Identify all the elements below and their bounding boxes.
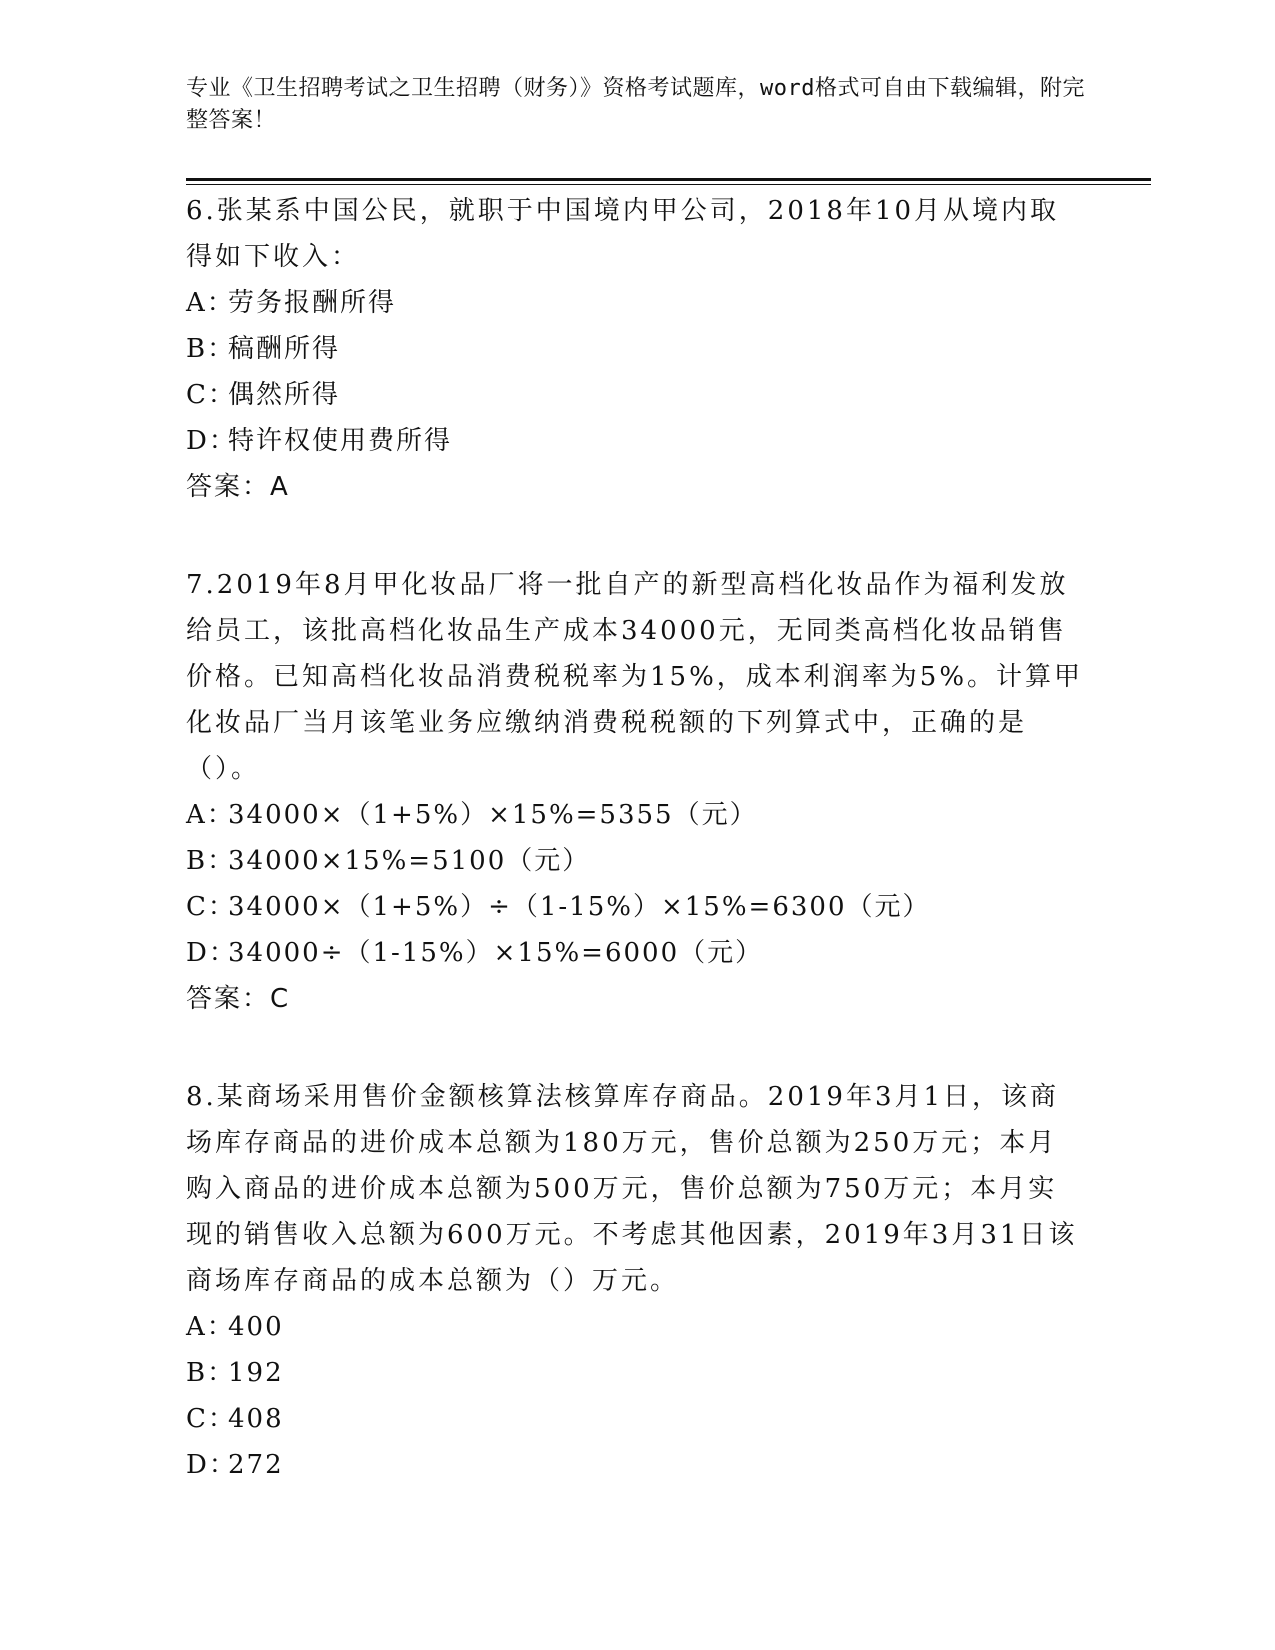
option-d bbox=[186, 1442, 1086, 1488]
question-stem: 6.张某系中国公民，就职于中国境内甲公司，2018年10月从境内取得如下收入： bbox=[186, 196, 1060, 272]
option-d bbox=[186, 930, 1086, 976]
header-divider-thin bbox=[186, 184, 1151, 185]
question-6 bbox=[186, 188, 1086, 510]
header-divider-thick bbox=[186, 178, 1151, 181]
answer-line: 答案：C bbox=[186, 984, 291, 1014]
option-key: A： bbox=[186, 288, 235, 318]
option-key: A： bbox=[186, 800, 235, 830]
option-c bbox=[186, 884, 1086, 930]
option-text: 408 bbox=[228, 1404, 284, 1434]
option-b bbox=[186, 838, 1086, 884]
option-text: 偶然所得 bbox=[228, 380, 341, 410]
option-c bbox=[186, 1396, 1086, 1442]
option-text: 稿酬所得 bbox=[228, 334, 341, 364]
option-key: A： bbox=[186, 1312, 235, 1342]
option-text: 劳务报酬所得 bbox=[228, 288, 397, 318]
document-header: 专业《卫生招聘考试之卫生招聘（财务）》资格考试题库，word格式可自由下载编辑，附完整答案！ bbox=[186, 76, 1085, 133]
option-text: 192 bbox=[228, 1358, 284, 1388]
option-text: 34000×（1+5%）×15%=5355（元） bbox=[228, 800, 758, 830]
option-key: D： bbox=[186, 1450, 237, 1480]
option-a bbox=[186, 1304, 1086, 1350]
answer-line: 答案：A bbox=[186, 472, 290, 502]
option-text: 400 bbox=[228, 1312, 284, 1342]
option-text: 272 bbox=[228, 1450, 284, 1480]
option-b bbox=[186, 1350, 1086, 1396]
option-key: B： bbox=[186, 334, 236, 364]
option-text: 34000÷（1-15%）×15%=6000（元） bbox=[228, 938, 764, 968]
option-key: C： bbox=[186, 892, 236, 922]
option-key: B： bbox=[186, 846, 236, 876]
option-b bbox=[186, 326, 1086, 372]
question-stem: 7.2019年8月甲化妆品厂将一批自产的新型高档化妆品作为福利发放给员工，该批高档化妆品生产成本34000元，无同类高档化妆品销售价格。已知高档化妆品消费税税率为15%，成本利润率为5%。计算甲化妆品厂当月该笔业务应缴纳消费税税额的下列算式中，正确的是（）。 bbox=[186, 570, 1084, 784]
option-text: 34000×15%=5100（元） bbox=[228, 846, 591, 876]
question-7 bbox=[186, 562, 1086, 1022]
option-key: C： bbox=[186, 1404, 236, 1434]
option-a bbox=[186, 792, 1086, 838]
option-text: 特许权使用费所得 bbox=[228, 426, 453, 456]
question-list bbox=[186, 188, 1086, 1540]
option-d bbox=[186, 418, 1086, 464]
option-key: B： bbox=[186, 1358, 236, 1388]
option-text: 34000×（1+5%）÷（1-15%）×15%=6300（元） bbox=[228, 892, 931, 922]
question-stem: 8.某商场采用售价金额核算法核算库存商品。2019年3月1日，该商场库存商品的进价成本总额为180万元，售价总额为250万元；本月购入商品的进价成本总额为500万元，售价总额为750万元；本月实现的销售收入总额为600万元。不考虑其他因素，2019年3月31日该商场库存商品的成本总额为（）万元。 bbox=[186, 1082, 1078, 1296]
option-key: C： bbox=[186, 380, 236, 410]
option-a bbox=[186, 280, 1086, 326]
option-key: D： bbox=[186, 938, 237, 968]
option-c bbox=[186, 372, 1086, 418]
option-key: D： bbox=[186, 426, 237, 456]
question-8 bbox=[186, 1074, 1086, 1488]
